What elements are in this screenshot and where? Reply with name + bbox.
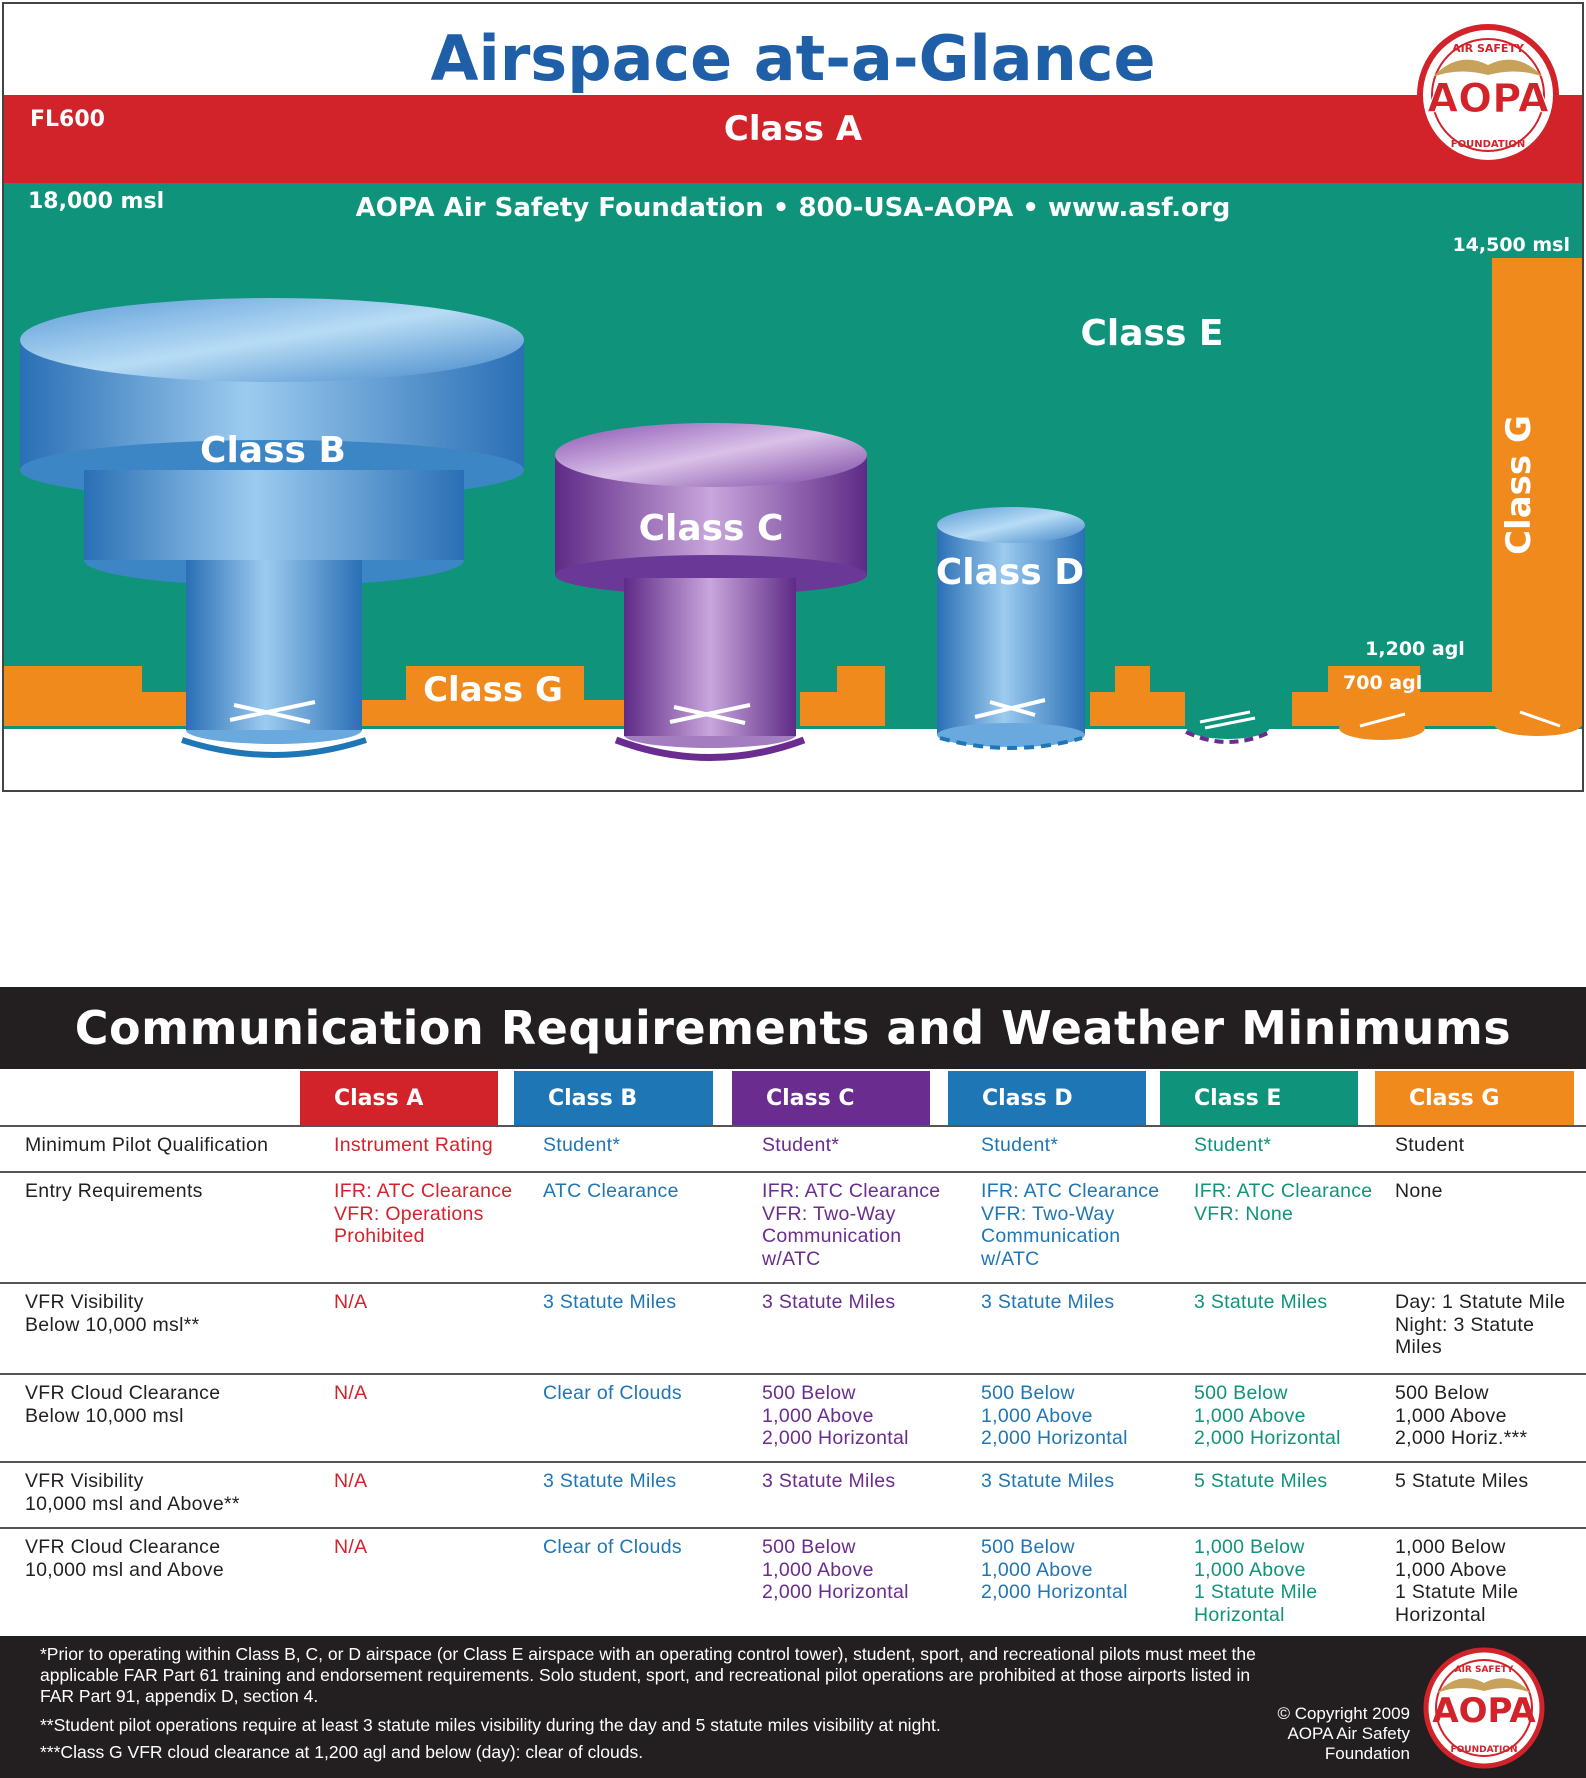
svg-text:FOUNDATION: FOUNDATION bbox=[1450, 139, 1526, 150]
cell-class-a: IFR: ATC Clearance VFR: Operations Prohibited bbox=[334, 1180, 513, 1247]
cell-class-b: Clear of Clouds bbox=[543, 1536, 682, 1558]
cell-class-c: 3 Statute Miles bbox=[762, 1470, 896, 1492]
msl-18000-label: 18,000 msl bbox=[28, 189, 165, 214]
table-row bbox=[0, 1282, 1586, 1373]
cell-class-a: N/A bbox=[334, 1536, 368, 1558]
cell-class-c: 3 Statute Miles bbox=[762, 1291, 896, 1313]
class-b-label: Class B bbox=[200, 430, 346, 471]
cell-class-c: 500 Below 1,000 Above 2,000 Horizontal bbox=[762, 1382, 909, 1449]
header-class-g: Class G bbox=[1375, 1071, 1574, 1126]
cell-class-g: None bbox=[1395, 1180, 1443, 1202]
airspace-diagram bbox=[0, 0, 1586, 800]
class-g-bottom-label: Class G bbox=[423, 670, 563, 710]
cell-class-g: 1,000 Below 1,000 Above 1 Statute Mile Horizontal bbox=[1395, 1536, 1519, 1626]
aopa-logo bbox=[1420, 27, 1556, 163]
class-d-label: Class D bbox=[935, 552, 1085, 593]
row-label: VFR Visibility 10,000 msl and Above** bbox=[25, 1470, 240, 1515]
header-class-c: Class C bbox=[732, 1071, 930, 1126]
class-a-label: Class A bbox=[723, 109, 863, 149]
contact-line: AOPA Air Safety Foundation • 800-USA-AOPA • www.asf.org bbox=[355, 193, 1231, 223]
cell-class-e: IFR: ATC Clearance VFR: None bbox=[1194, 1180, 1373, 1225]
header-class-d: Class D bbox=[948, 1071, 1146, 1126]
cell-class-b: 3 Statute Miles bbox=[543, 1470, 677, 1492]
diagram-title: Airspace at-a-Glance bbox=[430, 22, 1156, 95]
class-g-side-label: Class G bbox=[1499, 415, 1539, 555]
msl-14500-label: 14,500 msl bbox=[1452, 234, 1570, 256]
footnote-3: ***Class G VFR cloud clearance at 1,200 agl and below (day): clear of clouds. bbox=[40, 1742, 644, 1762]
svg-text:AIR SAFETY: AIR SAFETY bbox=[1454, 1665, 1514, 1675]
svg-text:FOUNDATION: FOUNDATION bbox=[1450, 1745, 1518, 1755]
cell-class-c: IFR: ATC Clearance VFR: Two-Way Communication w/ATC bbox=[762, 1180, 941, 1270]
copyright: © Copyright 2009 AOPA Air Safety Foundation bbox=[1277, 1704, 1410, 1763]
cell-class-e: 5 Statute Miles bbox=[1194, 1470, 1328, 1492]
cell-class-d: 500 Below 1,000 Above 2,000 Horizontal bbox=[981, 1382, 1128, 1449]
header-class-b: Class B bbox=[514, 1071, 713, 1126]
row-label: VFR Cloud Clearance Below 10,000 msl bbox=[25, 1382, 221, 1427]
footnote-1: *Prior to operating within Class B, C, or D airspace (or Class E airspace with an operating control tower), student, sport, and recreational pilots must meet the applicable FAR Part 61 training and endorsement requirements. Solo student, sport, and recreational pilot operations are prohibited at those airports listed in FAR Part 91, appendix D, section 4. bbox=[40, 1644, 1256, 1706]
table-title: Communication Requirements and Weather Minimums bbox=[0, 987, 1586, 1069]
cell-class-d: 500 Below 1,000 Above 2,000 Horizontal bbox=[981, 1536, 1128, 1603]
cell-class-e: 500 Below 1,000 Above 2,000 Horizontal bbox=[1194, 1382, 1341, 1449]
cell-class-g: Student bbox=[1395, 1134, 1465, 1156]
cell-class-e: 1,000 Below 1,000 Above 1 Statute Mile Horizontal bbox=[1194, 1536, 1318, 1626]
svg-text:AOPA: AOPA bbox=[1432, 1691, 1536, 1731]
cell-class-d: IFR: ATC Clearance VFR: Two-Way Communication w/ATC bbox=[981, 1180, 1160, 1270]
cell-class-a: Instrument Rating bbox=[334, 1134, 494, 1156]
cell-class-c: Student* bbox=[762, 1134, 840, 1156]
cell-class-b: Student* bbox=[543, 1134, 621, 1156]
cell-class-g: Day: 1 Statute Mile Night: 3 Statute Miles bbox=[1395, 1291, 1566, 1358]
table-row bbox=[0, 1125, 1586, 1171]
row-label: VFR Visibility Below 10,000 msl** bbox=[25, 1291, 200, 1336]
footnotes-footer bbox=[0, 1636, 1586, 1778]
table-row bbox=[0, 1527, 1586, 1636]
cell-class-b: Clear of Clouds bbox=[543, 1382, 682, 1404]
row-label: Minimum Pilot Qualification bbox=[25, 1134, 269, 1156]
agl-1200-label: 1,200 agl bbox=[1365, 638, 1465, 660]
fl600-label: FL600 bbox=[30, 107, 105, 132]
class-d-shape bbox=[937, 507, 1085, 748]
cell-class-g: 500 Below 1,000 Above 2,000 Horiz.*** bbox=[1395, 1382, 1528, 1449]
svg-text:AIR SAFETY: AIR SAFETY bbox=[1452, 42, 1524, 55]
aopa-logo bbox=[1422, 1646, 1546, 1770]
cell-class-b: 3 Statute Miles bbox=[543, 1291, 677, 1313]
header-class-e: Class E bbox=[1160, 1071, 1358, 1126]
table-row bbox=[0, 1171, 1586, 1282]
cell-class-b: ATC Clearance bbox=[543, 1180, 679, 1202]
agl-700-label: 700 agl bbox=[1343, 672, 1423, 694]
cell-class-a: N/A bbox=[334, 1470, 368, 1492]
footnote-2: **Student pilot operations require at least 3 statute miles visibility during the day and 5 statute miles visibility at night. bbox=[40, 1715, 941, 1735]
header-class-a: Class A bbox=[300, 1071, 498, 1126]
cell-class-d: Student* bbox=[981, 1134, 1059, 1156]
cell-class-d: 3 Statute Miles bbox=[981, 1291, 1115, 1313]
svg-text:AOPA: AOPA bbox=[1427, 76, 1549, 122]
cell-class-d: 3 Statute Miles bbox=[981, 1470, 1115, 1492]
class-e-label: Class E bbox=[1080, 313, 1224, 354]
row-label: VFR Cloud Clearance 10,000 msl and Above bbox=[25, 1536, 224, 1581]
cell-class-a: N/A bbox=[334, 1291, 368, 1313]
class-g-airport bbox=[1494, 712, 1582, 736]
cell-class-g: 5 Statute Miles bbox=[1395, 1470, 1529, 1492]
cell-class-e: Student* bbox=[1194, 1134, 1272, 1156]
cell-class-a: N/A bbox=[334, 1382, 368, 1404]
table-row bbox=[0, 1373, 1586, 1461]
class-c-label: Class C bbox=[638, 508, 784, 549]
cell-class-e: 3 Statute Miles bbox=[1194, 1291, 1328, 1313]
row-label: Entry Requirements bbox=[25, 1180, 203, 1202]
cell-class-c: 500 Below 1,000 Above 2,000 Horizontal bbox=[762, 1536, 909, 1603]
table-row bbox=[0, 1461, 1586, 1527]
